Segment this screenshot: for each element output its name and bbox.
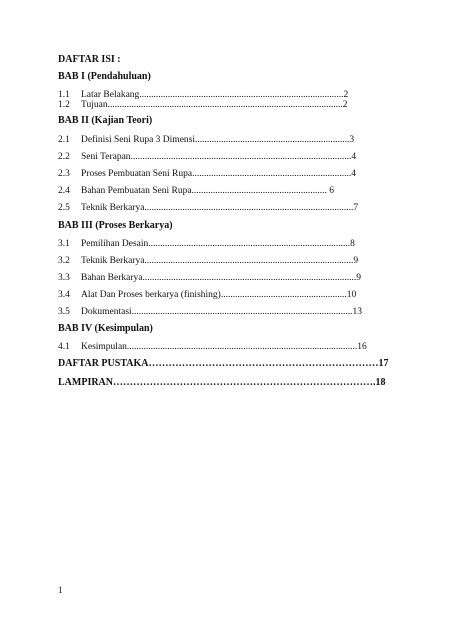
bab2-item-3-text: Proses Pembuatan Seni Rupa...................................................................4 [81,169,356,179]
bab3-item-3-text: Bahan Berkarya..........................................................................................9 [81,273,361,283]
bab2-item-5-text: Teknik Berkarya........................................................................................7 [81,203,359,213]
bab4-item-1-num: 4.1 [58,342,70,352]
bab1-item-2-num: 1.2 [58,100,70,110]
bab1-item-2-text: Tujuan...................................................................................................2 [81,100,348,110]
bab3-item-1-text: Pemilihan Desain.....................................................................................8 [81,239,355,249]
daftar-pustaka-entry: DAFTAR PUSTAKA……………………………………………………………17 [58,358,389,369]
bab3-item-2-text: Teknik Berkarya........................................................................................9 [81,256,359,266]
bab2-item-1-text: Definisi Seni Rupa 3 Dimensi.................................................................3 [81,135,355,145]
page-number: 1 [58,585,63,595]
bab3-item-5-num: 3.5 [58,307,70,317]
bab2-heading: BAB II (Kajian Teori) [58,115,153,126]
bab1-heading: BAB I (Pendahuluan) [58,71,151,82]
bab1-item-1-text: Latar Belakang......................................................................................2 [81,90,349,100]
bab2-item-2-num: 2.2 [58,152,70,162]
bab3-item-2-num: 3.2 [58,256,70,266]
bab4-item-1-text: Kesimpulan.................................................................................................16 [81,342,367,352]
toc-title: DAFTAR ISI : [58,54,121,65]
bab3-heading: BAB III (Proses Berkarya) [58,220,173,231]
bab2-item-4-num: 2.4 [58,186,70,196]
bab3-item-4-text: Alat Dan Proses berkarya (finishing).....................................................10 [81,290,357,300]
lampiran-entry: LAMPIRAN…………………………………………………………………….18 [58,377,386,388]
bab4-heading: BAB IV (Kesimpulan) [58,323,153,334]
bab3-item-4-num: 3.4 [58,290,70,300]
bab2-item-1-num: 2.1 [58,135,70,145]
bab2-item-2-text: Seni Terapan.............................................................................................4 [81,152,357,162]
bab2-item-5-num: 2.5 [58,203,70,213]
bab1-item-1-num: 1.1 [58,90,70,100]
bab2-item-3-num: 2.3 [58,169,70,179]
bab3-item-3-num: 3.3 [58,273,70,283]
bab3-item-5-text: Dokumentasi.............................................................................................13 [81,307,363,317]
bab3-item-1-num: 3.1 [58,239,70,249]
bab2-item-4-text: Bahan Pembuatan Seni Rupa......................................................... 6 [81,186,335,196]
